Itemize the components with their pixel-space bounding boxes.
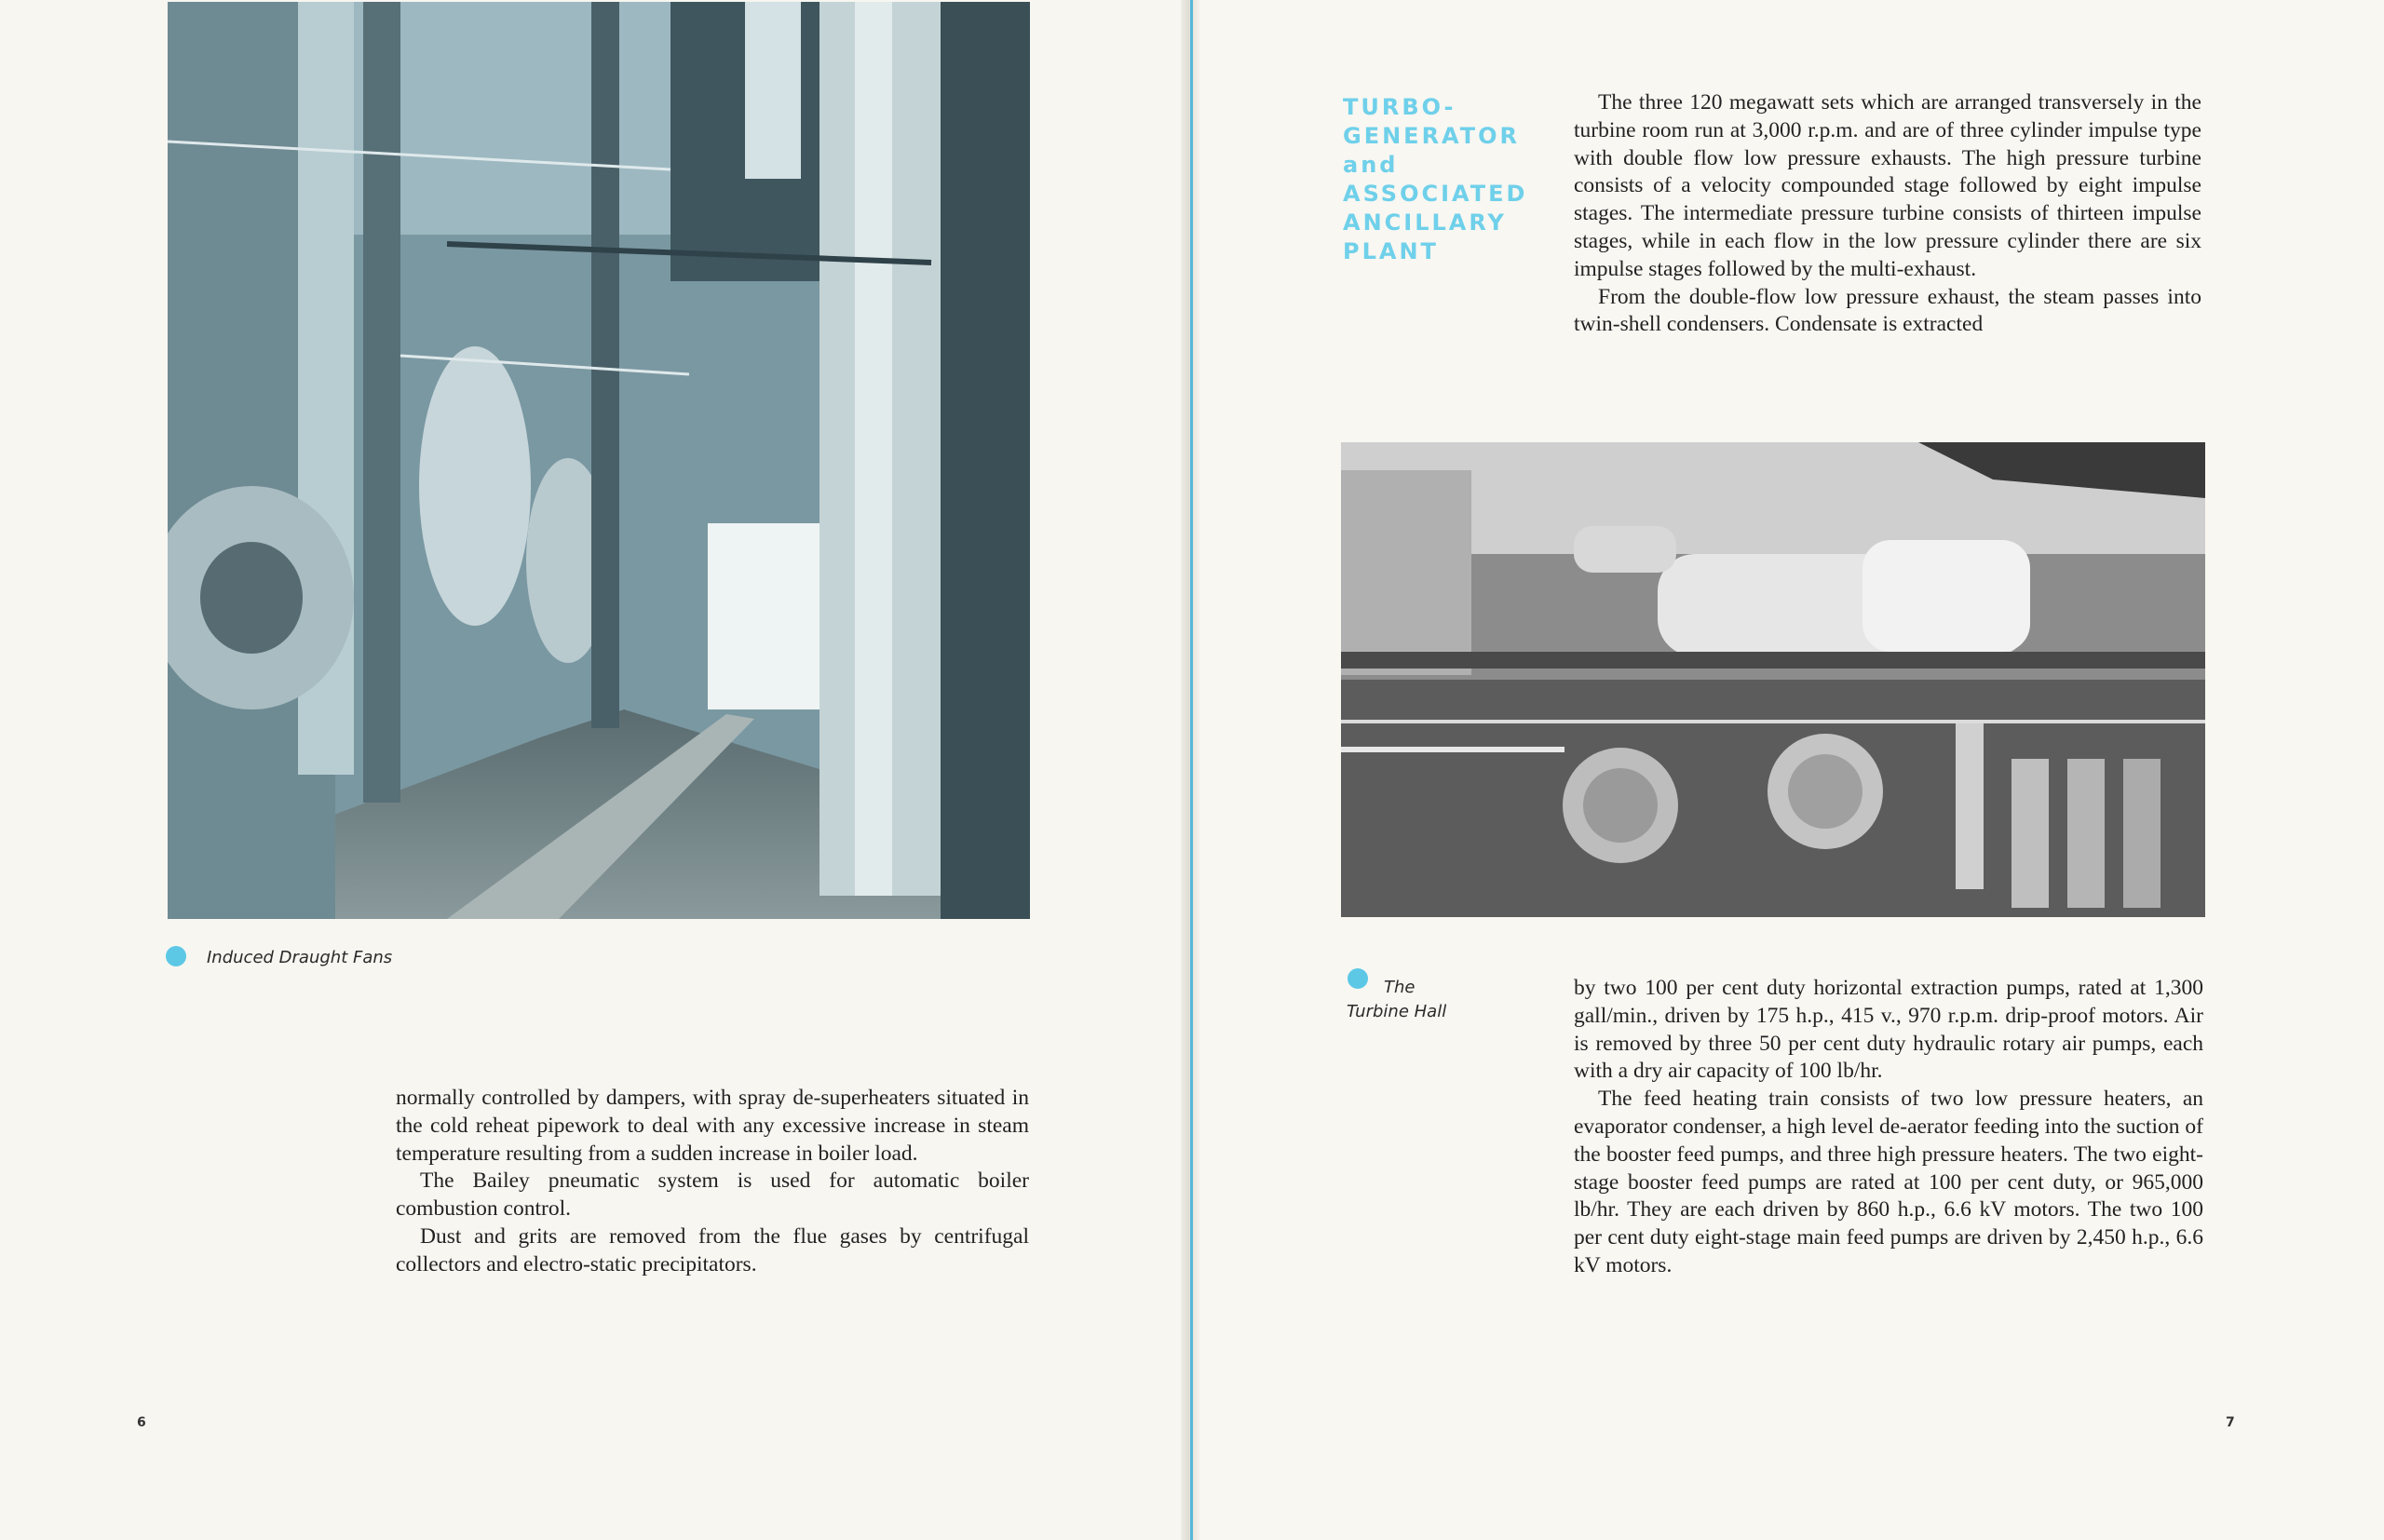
heading-line-5: ANCILLARY [1343,209,1507,236]
heading-line-1: TURBO- [1343,94,1456,120]
gutter-binding-line [1190,0,1193,1540]
induced-draught-fans-photo [168,2,1030,919]
right-page-top-text [1574,89,2201,339]
right-page-number: 7 [2226,1415,2235,1430]
turbine-hall-photo [1341,442,2205,917]
left-page-number: 6 [137,1415,146,1430]
induced-draught-fans-caption: Induced Draught Fans [207,948,393,967]
caption-bullet [1348,968,1368,989]
left-paragraph-2: The Bailey pneumatic system is used for automatic boiler combustion control. [396,1169,1029,1222]
right-page-bottom-text [1574,975,2203,1280]
section-heading [1343,93,1557,266]
right-bottom-paragraph-1: by two 100 per cent duty horizontal extraction pumps, rated at 1,300 gall/min., driven by 175 h.p., 415 v., 970 r.p.m. drip-proof motors. Air is removed by three 50 per cent duty hydraulic rotary air pumps, each with a dry air capacity of 100 lb/hr. [1574,976,2203,1084]
heading-line-2: GENERATOR [1343,123,1521,149]
left-paragraph-1: normally controlled by dampers, with spray de-superheaters situated in the cold reheat pipework to deal with any excessive increase in steam temperature resulting from a sudden increase in boiler load. [396,1086,1029,1166]
right-top-paragraph-2: From the double-flow low pressure exhaust, the steam passes into twin-shell condensers. Condensate is extracted [1574,284,2201,337]
left-page-body-text [396,1085,1029,1279]
caption-bullet [166,946,186,966]
right-top-paragraph-1: The three 120 megawatt sets which are arranged transversely in the turbine room run at 3,000 r.p.m. and are of three cylinder impulse type with double flow low pressure exhausts. The high pressure turbine consists of a velocity compounded stage followed by eight impulse stages. The intermediate pressure turbine consists of thirteen impulse stages, while in each flow in the low pressure cylinder there are six impulse stages followed by the multi-exhaust. [1574,90,2201,281]
right-bottom-paragraph-2: The feed heating train consists of two low pressure heaters, an evaporator condenser, a high level de-aerator feeding into the suction of the booster feed pumps, and three high pressure heaters. The two eight-stage booster feed pumps are rated at 100 per cent duty, or 965,000 lb/hr. They are each driven by 860 h.p., 6.6 kV motors. The two 100 per cent duty eight-stage main feed pumps are driven by 2,450 h.p., 6.6 kV motors. [1574,1087,2203,1277]
heading-line-3: and [1343,152,1399,178]
left-paragraph-3: Dust and grits are removed from the flue gases by centrifugal collectors and electro-static precipitators. [396,1223,1029,1277]
turbine-hall-caption-line-2: Turbine Hall [1347,1002,1447,1021]
heading-line-6: PLANT [1343,238,1439,264]
heading-line-4: ASSOCIATED [1343,181,1528,207]
turbine-hall-caption-line-1: The [1384,978,1416,997]
